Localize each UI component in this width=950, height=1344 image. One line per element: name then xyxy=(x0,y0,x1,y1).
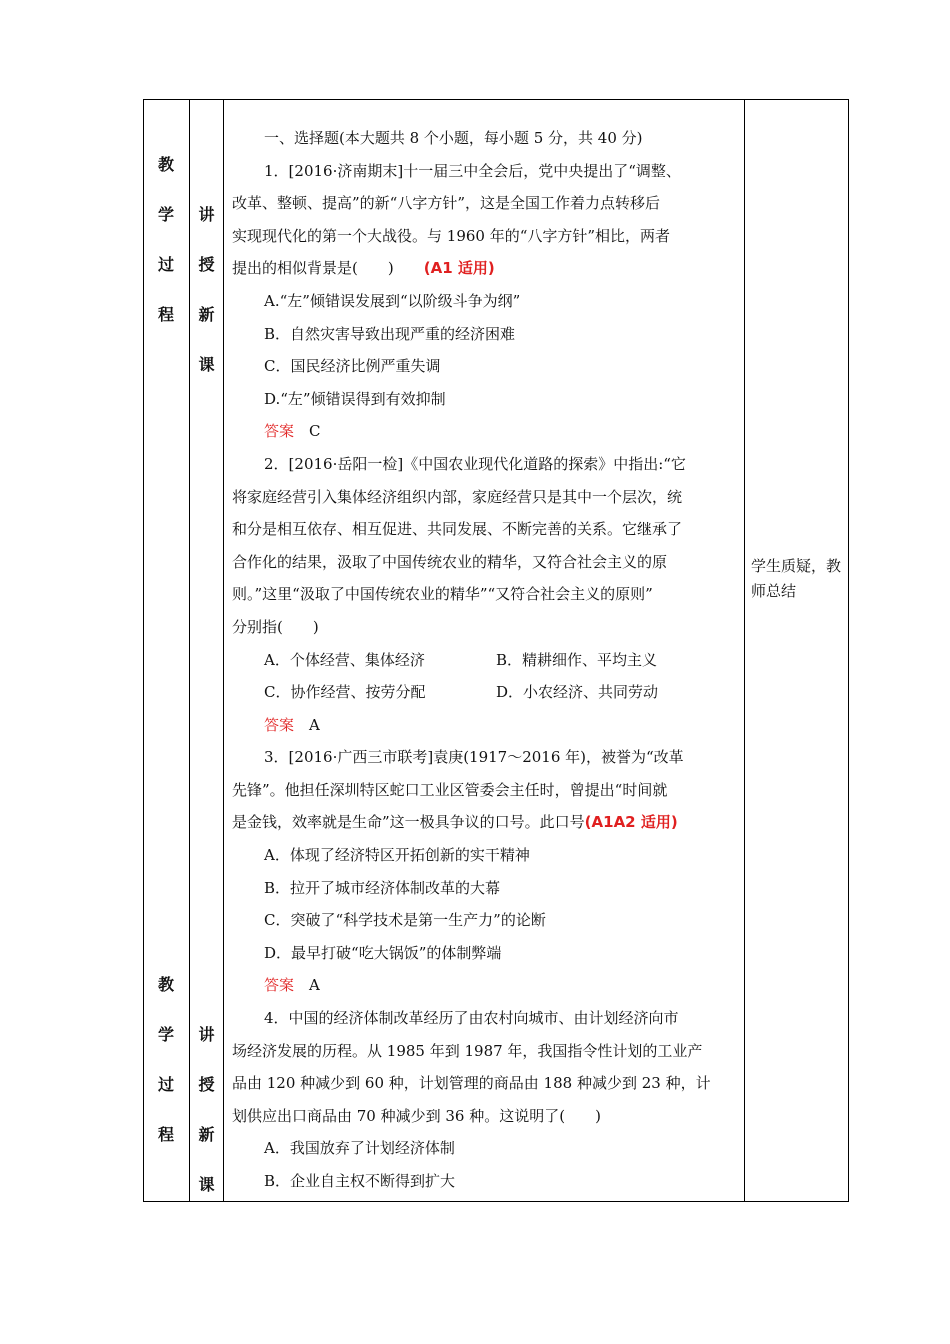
question-text: 先锋”。他担任深圳特区蛇口工业区管委会主任时，曾提出“时间就 xyxy=(232,780,668,799)
lesson-content xyxy=(232,122,737,1198)
question-text: 提出的相似背景是( ) (A1 适用) xyxy=(232,259,495,278)
question-text: 品由 120 种减少到 60 种，计划管理的商品由 188 种减少到 23 种，计 xyxy=(232,1074,711,1093)
question-text: 将家庭经营引入集体经济组织内部，家庭经营只是其中一个层次，统 xyxy=(232,487,683,506)
option: B．企业自主权不断得到扩大 xyxy=(264,1172,456,1190)
question-text: 改革、整顿、提高”的新“八字方针”，这是全国工作着力点转移后 xyxy=(232,194,661,213)
option: A.“左”倾错误发展到“以阶级斗争为纲” xyxy=(264,291,521,310)
question-text: 划供应出口商品由 70 种减少到 36 种。这说明了( ) xyxy=(232,1106,601,1125)
answer: 答案 C xyxy=(264,422,321,441)
question-text: 是金钱，效率就是生命”这一极具争议的口号。此口号(A1A2 适用) xyxy=(232,813,678,832)
section-title: 一、选择题(本大题共 8 个小题，每小题 5 分，共 40 分) xyxy=(264,129,643,147)
column-divider xyxy=(223,100,224,1201)
answer: 答案 A xyxy=(264,715,320,734)
question-text: 2．[2016·岳阳一检]《中国农业现代化道路的探索》中指出:“它 xyxy=(264,454,686,473)
option: D．小农经济、共同劳动 xyxy=(496,683,659,702)
stage-label: 教 学 过 程 xyxy=(157,975,174,1144)
option: A．个体经营、集体经济 xyxy=(264,650,425,669)
question-text: 1．[2016·济南期末]十一届三中全会后，党中央提出了“调整、 xyxy=(264,161,681,180)
option: B．精耕细作、平均主义 xyxy=(496,650,658,669)
activity-label: 讲 授 新 课 xyxy=(198,1025,215,1194)
activity-label: 讲 授 新 课 xyxy=(198,205,215,374)
column-divider xyxy=(744,100,745,1201)
question-text: 3．[2016·广西三市联考]袁庚(1917～2016 年)，被誉为“改革 xyxy=(264,748,684,767)
option: B．拉开了城市经济体制改革的大幕 xyxy=(264,878,501,897)
question-text: 分别指( ) xyxy=(232,617,319,636)
question-text: 合作化的结果，汲取了中国传统农业的精华，又符合社会主义的原 xyxy=(232,552,668,571)
side-note: 学生质疑，教师总结 xyxy=(751,557,842,600)
question-text: 实现现代化的第一个大战役。与 1960 年的“八字方针”相比，两者 xyxy=(232,226,671,245)
question-text: 4．中国的经济体制改革经历了由农村向城市、由计划经济向市 xyxy=(264,1009,679,1028)
option: C．突破了“科学技术是第一生产力”的论断 xyxy=(264,911,546,930)
stage-label: 教 学 过 程 xyxy=(157,155,174,324)
option: D.“左”倾错误得到有效抑制 xyxy=(264,389,446,408)
question-text: 和分是相互依存、相互促进、共同发展、不断完善的关系。它继承了 xyxy=(232,520,683,539)
option: A．我国放弃了计划经济体制 xyxy=(264,1139,455,1158)
option-row xyxy=(232,644,737,677)
question-text: 场经济发展的历程。从 1985 年到 1987 年，我国指令性计划的工业产 xyxy=(232,1041,703,1060)
applicability-tag: (A1 适用) xyxy=(423,259,495,278)
question-text: 则。”这里“汲取了中国传统农业的精华”“又符合社会主义的原则” xyxy=(232,585,653,604)
option: A．体现了经济特区开拓创新的实干精神 xyxy=(264,846,530,865)
option-row xyxy=(232,676,737,709)
option: C．协作经营、按劳分配 xyxy=(264,683,426,702)
answer: 答案 A xyxy=(264,976,320,995)
applicability-tag: (A1A2 适用) xyxy=(584,813,678,832)
option: B．自然灾害导致出现严重的经济困难 xyxy=(264,324,516,343)
option: C．国民经济比例严重失调 xyxy=(264,357,441,376)
option: D．最早打破“吃大锅饭”的体制弊端 xyxy=(264,943,502,962)
